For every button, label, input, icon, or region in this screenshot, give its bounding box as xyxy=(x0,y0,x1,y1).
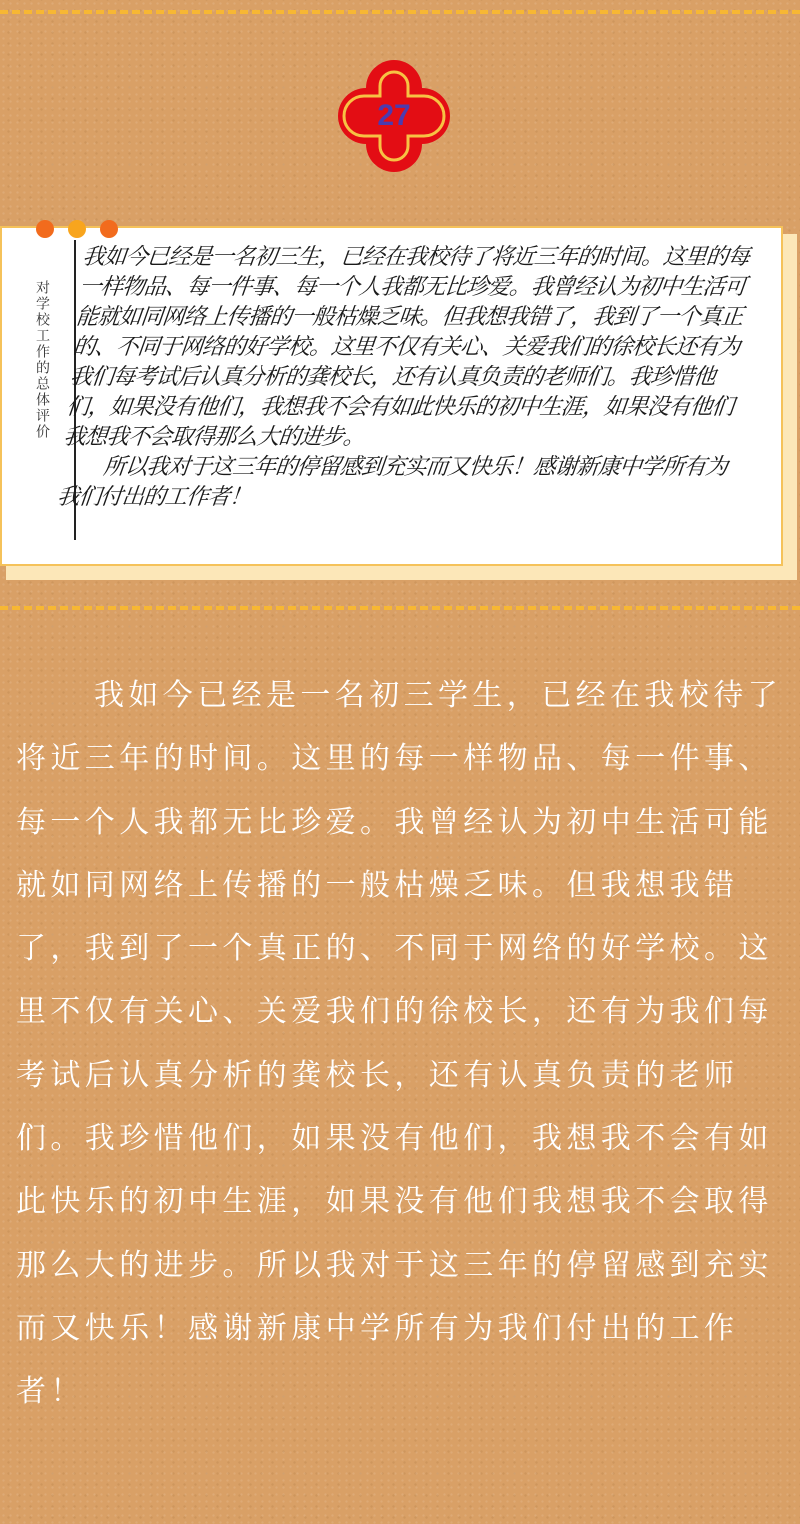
form-field-label: 对学校工作的总体评价 xyxy=(34,280,50,440)
decor-dot-orange-icon xyxy=(36,220,54,238)
handwritten-text: 我如今已经是一名初三生，已经在我校待了将近三年的时间。这里的每一样物品、每一件事、每一个人我都无比珍爱。我曾经认为初中生活可能就如同网络上传播的一般枯燥乏味。但我想我错了，我到了一个真正的、不同于网络的好学校。这里不仅有关心、关爱我们的徐校长还有为我们每考试后认真分析的龚校长，还有认真负责的老师们。我珍惜他们，如果没有他们，我想我不会有如此快乐的初中生涯，如果没有他们我想我不会取得那么大的进步。 所以我对于这三年的停留感到充实而又快乐！感谢新康中学所有为我们付出的工作者！ xyxy=(55,244,751,510)
badge-number: 27 xyxy=(377,99,411,132)
top-dashed-divider xyxy=(0,10,800,14)
decor-dot-orange-icon xyxy=(100,220,118,238)
number-badge xyxy=(338,60,450,172)
handwritten-scan-card xyxy=(0,226,783,566)
decor-dot-yellow-icon xyxy=(68,220,86,238)
middle-dashed-divider xyxy=(0,606,800,610)
transcribed-essay: 我如今已经是一名初三学生，已经在我校待了将近三年的时间。这里的每一样物品、每一件事、每一个人我都无比珍爱。我曾经认为初中生活可能就如同网络上传播的一般枯燥乏味。但我想我错了，我到了一个真正的、不同于网络的好学校。这里不仅有关心、关爱我们的徐校长，还有为我们每考试后认真分析的龚校长，还有认真负责的老师们。我珍惜他们，如果没有他们，我想我不会有如此快乐的初中生涯，如果没有他们我想我不会取得那么大的进步。所以我对于这三年的停留感到充实而又快乐！感谢新康中学所有为我们付出的工作者！ xyxy=(16,678,782,1410)
